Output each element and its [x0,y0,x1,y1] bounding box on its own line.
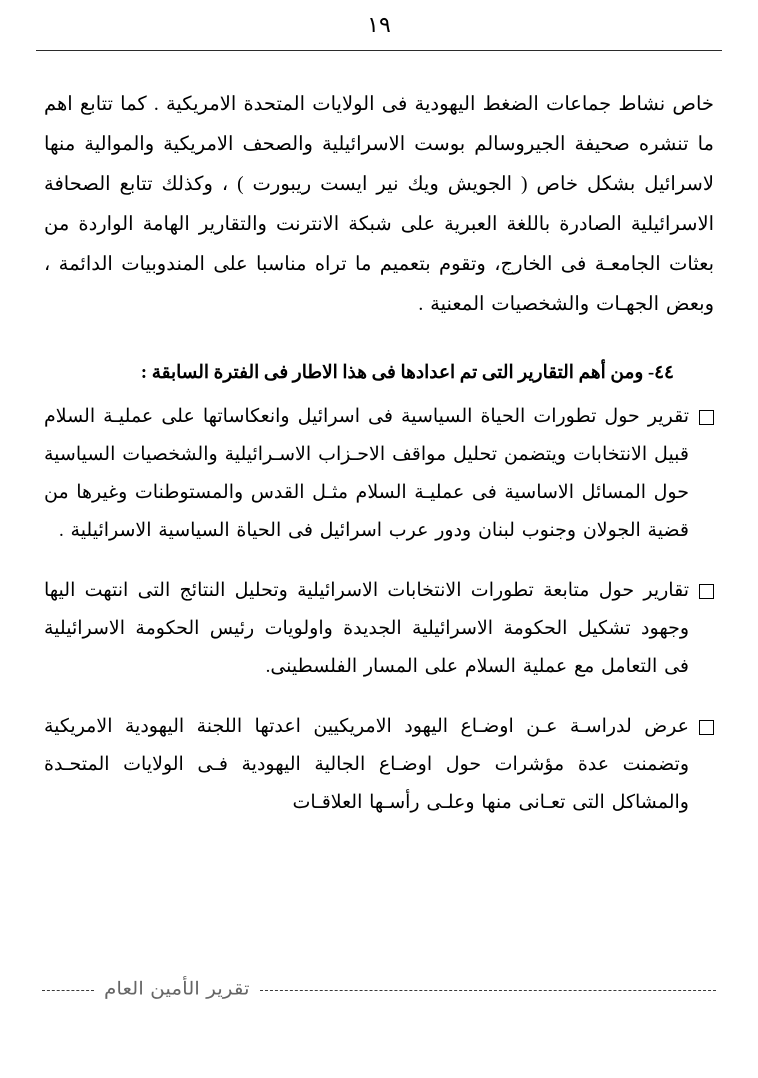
footer-signature: تقرير الأمين العام [104,977,250,999]
checkbox-bullet-icon [699,584,714,599]
page-footer [0,976,758,1000]
list-item [44,572,714,686]
list-item [44,398,714,550]
footer-divider-right [260,990,716,991]
list-item-text: تقارير حول متابعة تطورات الانتخابات الاسرائيلية وتحليل النتائج التى انتهت اليها وجهود تشكيل الحكومة الاسرائيلية الجديدة واولويات رئيس الحكومة الاسرائيلية فى التعامل مع عملية السلام على المسار الفلسطينى. [44,579,689,677]
footer-divider-left [42,990,94,991]
list-item [44,708,714,822]
list-item-text: تقرير حول تطورات الحياة السياسية فى اسرائيل وانعكاساتها على عمليـة السلام قبيل الانتخابات ويتضمن تحليل مواقف الاحـزاب الاسـرائيلية والشخصيات السياسية حول المسائل الاساسية فى عمليـة السلام مثـل القدس والمستوطنات وغيرها من قضية الجولان وجنوب لبنان ودور عرب اسرائيل فى الحياة السياسية الاسرائيلية . [44,405,689,541]
page-content [0,51,758,822]
list-item-text: عرض لدراسـة عـن اوضـاع اليهود الامريكيين اعدتها اللجنة اليهودية الامريكية وتضمنت عدة مؤشرات حول اوضـاع الجالية اليهودية فـى الولايات المتحـدة والمشاكل التى تعـانى منها وعلـى رأسـها العلاقـات [44,715,689,813]
numbered-item-44: ٤٤- ومن أهم التقارير التى تم اعدادها فى هذا الاطار فى الفترة السابقة : [140,362,674,383]
checkbox-bullet-icon [699,410,714,425]
checkbox-bullet-icon [699,720,714,735]
page-number: ١٩ [367,12,391,37]
paragraph-1: خاص نشاط جماعات الضغط اليهودية فى الولايات المتحدة الامريكية . كما تتابع اهم ما تنشره صحيفة الجيروسالم بوست الاسرائيلية والصحف الامريكية والموالية منها لاسرائيل بشكل خاص ( الجويش ويك نير ايست ريبورت ) ، وكذلك تتابع الصحافة الاسرائيلية الصادرة باللغة العبرية على شبكة الانترنت والتقارير الهامة الواردة من بعثات الجامعـة فى الخارج، وتقوم بتعميم ما تراه مناسبا على المندوبيات الدائمة ، وبعض الجهـات والشخصيات المعنية . [44,94,714,315]
